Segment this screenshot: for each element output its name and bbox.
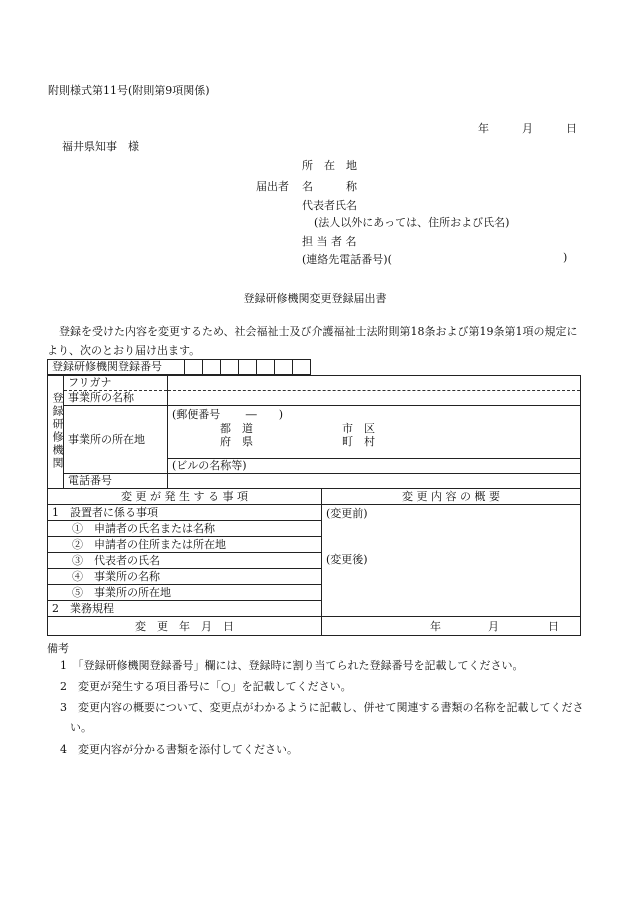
representative-note: (法人以外にあっては、住所および氏名): [314, 216, 510, 229]
change-month: 月: [488, 620, 499, 633]
registration-digit-box[interactable]: [221, 360, 239, 375]
contact-phone-close: ): [563, 251, 568, 264]
change-date-label: 変 更 年 月 日: [48, 617, 322, 636]
date-year: 年: [478, 122, 489, 135]
contact-person-label: 担 当 者 名: [302, 235, 357, 248]
changes-header-left: 変 更 が 発 生 す る 事 項: [48, 489, 322, 505]
addressee: 福井県知事 様: [62, 140, 139, 153]
building-name-field[interactable]: (ビルの名称等): [168, 459, 581, 474]
change-sub-item-1[interactable]: ① 申請者の氏名または名称: [48, 521, 322, 537]
fu-ken-label: 府 県: [220, 435, 253, 448]
date-month: 月: [522, 122, 533, 135]
after-label: (変更後): [326, 553, 368, 566]
applicant-label: 届出者: [256, 180, 289, 193]
note-item: 1 「登録研修機関登録番号」欄には、登録時に割り当てられた登録番号を記載してください。: [60, 659, 524, 672]
document-title: 登録研修機関変更登録届出書: [243, 292, 387, 305]
change-sub-item-3[interactable]: ③ 代表者の氏名: [48, 553, 322, 569]
to-do-label: 都 道: [220, 422, 253, 435]
applicant-address-label: 所 在 地: [302, 159, 357, 172]
change-sub-item-2[interactable]: ② 申請者の住所または所在地: [48, 537, 322, 553]
change-date-field[interactable]: [322, 617, 581, 636]
office-side-label: 登録研修機関: [48, 376, 64, 489]
registration-digit-box[interactable]: [185, 360, 203, 375]
submission-date: [478, 120, 577, 136]
registration-digit-box[interactable]: [257, 360, 275, 375]
notes-title: 備考: [47, 642, 69, 655]
changes-header-right: 変 更 内 容 の 概 要: [322, 489, 581, 505]
office-name-label: 事業所の名称: [64, 391, 168, 406]
shi-ku-label: 市 区: [342, 422, 375, 435]
registration-number-table: [47, 359, 311, 375]
form-number: 附則様式第11号(附則第9項関係): [48, 84, 210, 97]
applicant-name-label: 名 称: [302, 180, 357, 193]
change-item-1[interactable]: 1 設置者に係る事項: [48, 505, 322, 521]
change-summary-field[interactable]: [322, 505, 581, 617]
registration-number-label: 登録研修機関登録番号: [48, 360, 185, 375]
registration-digit-box[interactable]: [239, 360, 257, 375]
before-label: (変更前): [326, 507, 368, 520]
furigana-label: フリガナ: [64, 376, 168, 391]
change-sub-item-4[interactable]: ④ 事業所の名称: [48, 569, 322, 585]
office-name-field[interactable]: [168, 391, 581, 406]
phone-field[interactable]: [168, 474, 581, 489]
changes-table: [47, 488, 581, 636]
note-item: 2 変更が発生する項目番号に「○」を記載してください。: [60, 680, 352, 693]
change-year: 年: [430, 620, 441, 633]
change-sub-item-5[interactable]: ⑤ 事業所の所在地: [48, 585, 322, 601]
date-day: 日: [566, 122, 577, 135]
note-item: 3 変更内容の概要について、変更点がわかるように記載し、併せて関連する書類の名称を記載してください。: [60, 701, 584, 734]
registration-digit-box[interactable]: [293, 360, 311, 375]
phone-label: 電話番号: [64, 474, 168, 489]
postal-code: (郵便番号 ― ): [172, 408, 284, 421]
note-item: 4 変更内容が分かる書類を添付してください。: [60, 743, 298, 756]
change-item-2[interactable]: 2 業務規程: [48, 601, 322, 617]
document-body: 登録を受けた内容を変更するため、社会福祉士及び介護福祉士法附則第18条および第19条第1項の規定により、次のとおり届け出ます。: [47, 325, 578, 357]
change-day: 日: [548, 620, 559, 633]
office-info-table: [47, 375, 581, 489]
furigana-field[interactable]: [168, 376, 581, 391]
registration-digit-box[interactable]: [203, 360, 221, 375]
cho-son-label: 町 村: [342, 435, 375, 448]
representative-label: 代表者氏名: [302, 199, 357, 212]
contact-phone-label: (連絡先電話番号)(: [302, 253, 392, 266]
office-location-label: 事業所の所在地: [64, 406, 168, 474]
office-location-field[interactable]: [168, 406, 581, 459]
registration-digit-box[interactable]: [275, 360, 293, 375]
